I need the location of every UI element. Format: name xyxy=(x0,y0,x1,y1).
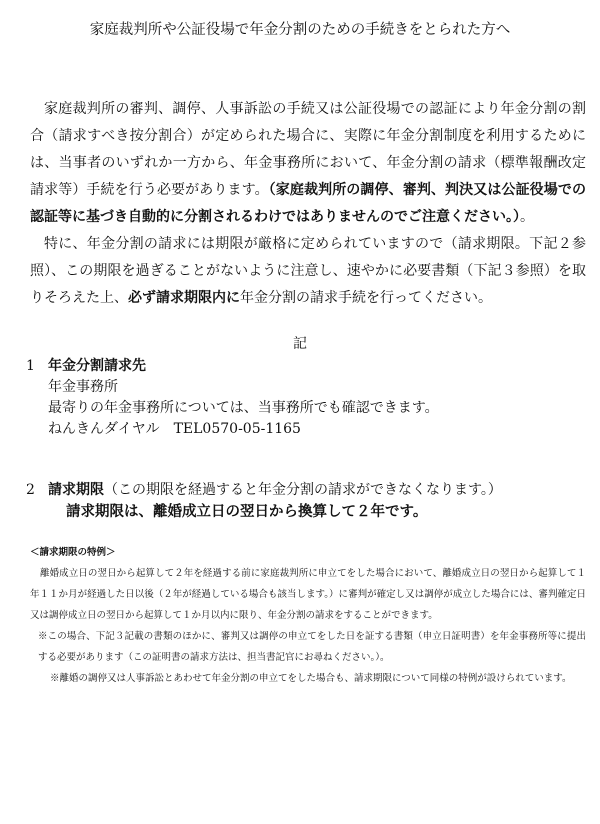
section-1-line-1: 年金事務所 xyxy=(48,379,118,395)
ki-marker: 記 xyxy=(293,336,307,352)
intro-p2-end: 年金分割の請求手続を行ってください。 xyxy=(240,290,492,306)
section-2-deadline: 請求期限は、離婚成立日の翌日から換算して２年です。 xyxy=(66,503,428,520)
section-1-number: 1 xyxy=(26,358,35,374)
special-rule-note-1: ※この場合、下記３記載の書類のほかに、審判又は調停の申立てをした日を証する書類（申立日証明書）を年金事務所等に提出する必要があります（この証明書の請求方法は、担当書記官にお尋ねください。）。 xyxy=(38,631,586,663)
section-2-number: 2 xyxy=(26,482,35,498)
intro-section xyxy=(30,96,586,312)
intro-p1-caution: （家庭裁判所の調停、審判、判決又は公証役場での認証等に基づき自動的に分割されるわけではありませんのでご注意ください。） xyxy=(30,182,586,225)
intro-paragraph-1 xyxy=(30,96,586,231)
special-rule-paragraph: 離婚成立日の翌日から起算して２年を経過する前に家庭裁判所に申立てをした場合において、離婚成立日の翌日から起算して１年１１か月が経過した日以後（２年が経過している場合も該当します。）に審判が確定し又は調停が成立した場合には、審判確定日又は調停成立日の翌日から起算して１か月以内に限り、年金分割の請求をすることができます。 xyxy=(30,568,586,621)
intro-p2-emphasis: 必ず請求期限内に xyxy=(128,290,240,306)
document-title: 家庭裁判所や公証役場で年金分割のための手続きをとられた方へ xyxy=(89,22,511,38)
section-1-heading: 年金分割請求先 xyxy=(48,358,146,374)
section-2-heading: 請求期限 xyxy=(48,482,104,498)
section-1-line-3: ねんきんダイヤル TEL0570-05-1165 xyxy=(48,421,301,437)
special-rule-note-2: ※離婚の調停又は人事訴訟とあわせて年金分割の申立てをした場合も、請求期限について同様の特例が設けられています。 xyxy=(50,673,572,684)
special-rule-section xyxy=(30,542,586,689)
intro-p2-text: 特に、年金分割の請求には期限が厳格に定められていますので（請求期限。下記２参照）、この期限を過ぎることがないように注意し、速やかに必要書類（下記３参照）を取りそろえた上、 xyxy=(30,236,586,306)
section-1-line-2: 最寄りの年金事務所については、当事務所でも確認できます。 xyxy=(48,400,439,416)
special-rule-heading: ＜請求期限の特例＞ xyxy=(30,547,116,558)
intro-p1-end: 。 xyxy=(520,209,534,225)
intro-paragraph-2 xyxy=(30,231,586,312)
section-2 xyxy=(26,480,586,523)
section-2-heading-note: （この期限を経過すると年金分割の請求ができなくなります。） xyxy=(104,482,502,498)
intro-p1-text: 家庭裁判所の審判、調停、人事訴訟の手続又は公証役場での認証により年金分割の割合（請求すべき按分割合）が定められた場合に、実際に年金分割制度を利用するためには、当事者のいずれか一方から、年金事務所において、年金分割の請求（標準報酬改定請求等）手続を行う必要があります。 xyxy=(30,101,586,198)
section-1 xyxy=(26,356,586,440)
